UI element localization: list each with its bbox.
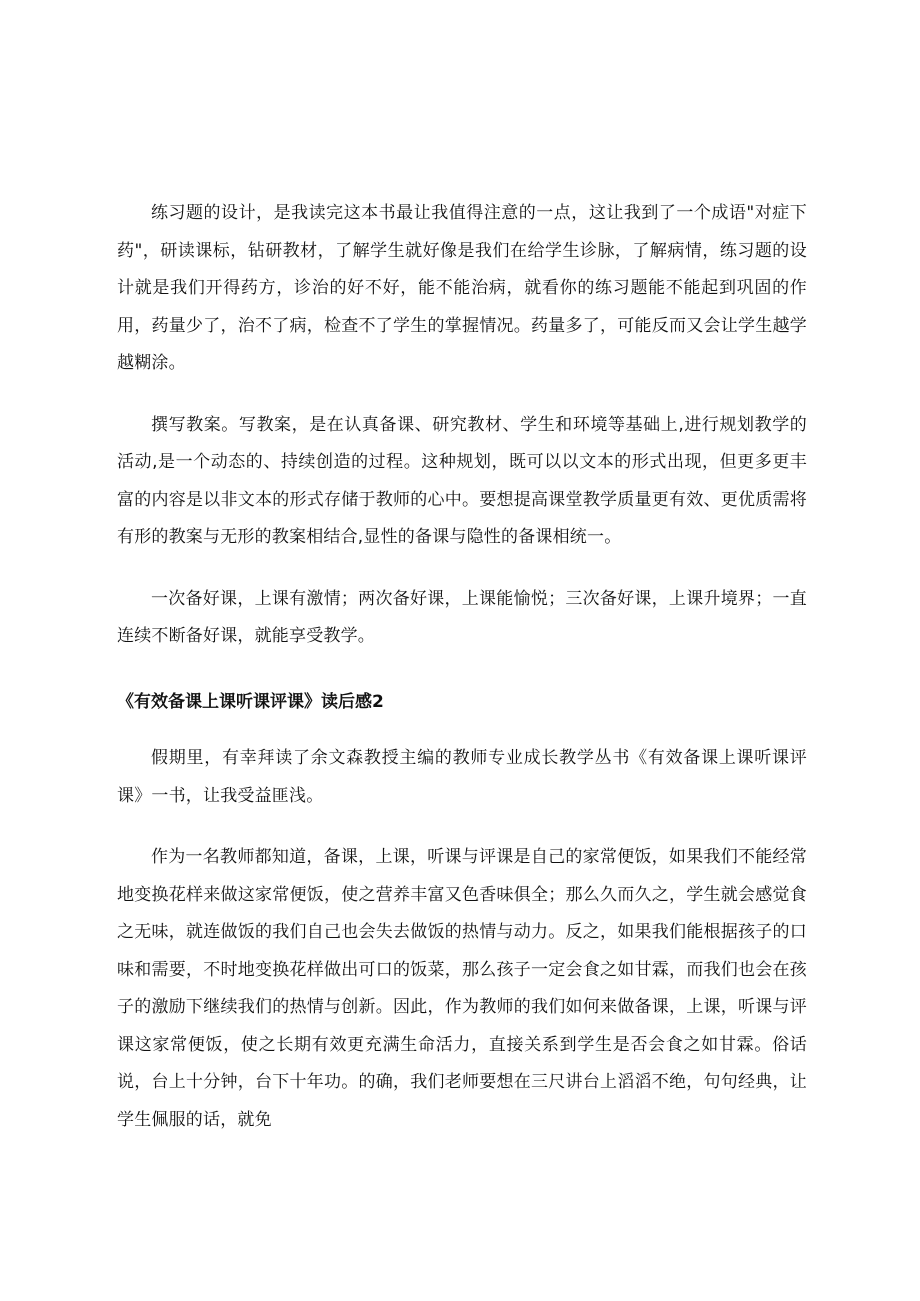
- paragraph-lesson-plan: 撰写教案。写教案，是在认真备课、研究教材、学生和环境等基础上,进行规划教学的活动,是一个动态的、持续创造的过程。这种规划，既可以以文本的形式出现，但更多更丰富的内容是以非文本的形式存储于教师的心中。要想提高课堂教学质量更有效、更优质需将有形的教案与无形的教案相结合,显性的备课与隐性的备课相统一。: [117, 414, 807, 547]
- paragraph-exercise-design: 练习题的设计，是我读完这本书最让我值得注意的一点，这让我到了一个成语"对症下药"，研读课标，钻研教材，了解学生就好像是我们在给学生诊脉，了解病情，练习题的设计就是我们开得药方，诊治的好不好，能不能治病，就看你的练习题能不能起到巩固的作用，药量少了，治不了病，检查不了学生的掌握情况。药量多了，可能反而又会让学生越学越糊涂。: [117, 203, 807, 373]
- paragraph-prepare-lessons: 一次备好课，上课有激情；两次备好课，上课能愉悦；三次备好课，上课升境界；一直连续不断备好课，就能享受教学。: [117, 588, 807, 646]
- paragraph-teacher-routine: 作为一名教师都知道，备课，上课，听课与评课是自己的家常便饭，如果我们不能经常地变换花样来做这家常便饭，使之营养丰富又色香味俱全；那么久而久之，学生就会感觉食之无味，就连做饭的我们自己也会失去做饭的热情与动力。反之，如果我们能根据孩子的口味和需要，不时地变换花样做出可口的饭菜，那么孩子一定会食之如甘霖，而我们也会在孩子的激励下继续我们的热情与创新。因此，作为教师的我们如何来做备课，上课，听课与评课这家常便饭，使之长期有效更充满生命活力，直接关系到学生是否会食之如甘霖。俗话说，台上十分钟，台下十年功。的确，我们老师要想在三尺讲台上滔滔不绝，句句经典，让学生佩服的话，就免: [117, 847, 807, 1130]
- section-title: 《有效备课上课听课评课》读后感2: [117, 691, 384, 712]
- document-body: [117, 195, 807, 1139]
- paragraph-holiday-reading: 假期里，有幸拜读了余文森教授主编的教师专业成长教学丛书《有效备课上课听课评课》一书，让我受益匪浅。: [117, 748, 807, 806]
